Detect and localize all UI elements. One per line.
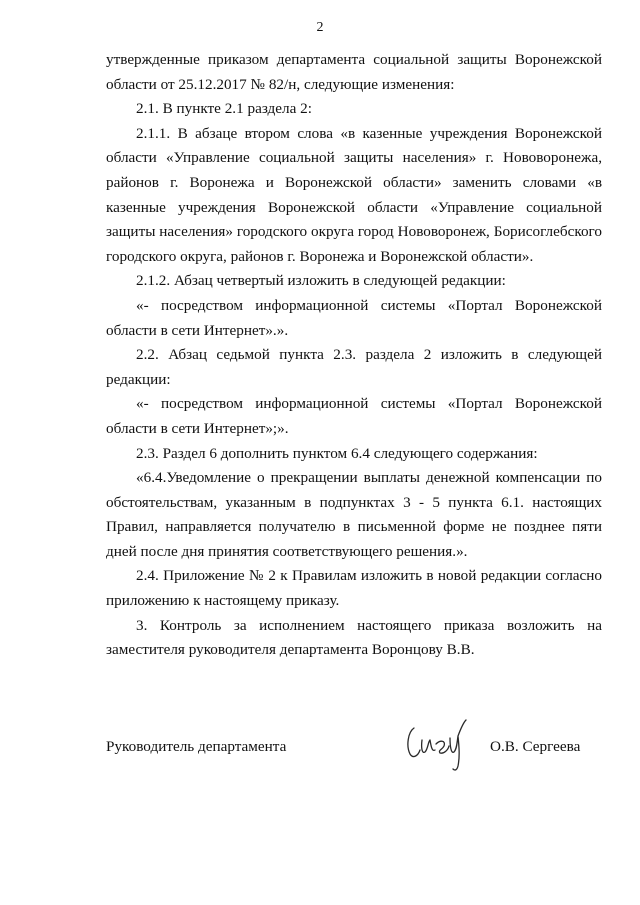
paragraph-2-1-2: 2.1.2. Абзац четвертый изложить в следующей редакции: (136, 272, 506, 290)
paragraph-6-4: «6.4.Уведомление о прекращении выплаты денежной компенсации по обстоятельствам, указанным в подпунктах 3 - 5 пункта 6.1. настоящих Правил, направляется получателю в письменной форме не позднее пяти дней после дня принятия соответствующего решения.». (106, 469, 602, 560)
signatory-title: Руководитель департамента (106, 738, 287, 755)
paragraph-2-1-1: 2.1.1. В абзаце втором слова «в казенные учреждения Воронежской области «Управление социальной защиты населения» г. Нововоронежа, районов г. Воронежа и Воронежской области» заменить словами «в казенные учреждения Воронежской области «Управление социальной защиты населения» городского округа город Нововоронеж, Борисоглебского городского округа, районов г. Воронежа и Воронежской области». (106, 124, 602, 265)
signatory-name: О.В. Сергеева (490, 738, 581, 755)
paragraph-3: 3. Контроль за исполнением настоящего приказа возложить на заместителя руководителя департамента Воронцову В.В. (106, 616, 602, 659)
paragraph-quote-1: «- посредством информационной системы «Портал Воронежской области в сети Интернет».». (106, 296, 602, 339)
handwritten-signature (400, 716, 478, 772)
paragraph-intro: утвержденные приказом департамента социальной защиты Воронежской области от 25.12.2017 № 82/н, следующие изменения: (106, 51, 602, 93)
page-number: 2 (316, 20, 324, 35)
paragraph-2-4: 2.4. Приложение № 2 к Правилам изложить в новой редакции согласно приложению к настоящему приказу. (106, 567, 602, 610)
paragraph-quote-2: «- посредством информационной системы «Портал Воронежской области в сети Интернет»;». (106, 395, 602, 437)
paragraph-2-3: 2.3. Раздел 6 дополнить пунктом 6.4 следующего содержания: (136, 444, 538, 462)
document-body (106, 48, 602, 663)
paragraph-2-2: 2.2. Абзац седьмой пункта 2.3. раздела 2 изложить в следующей редакции: (106, 346, 602, 388)
paragraph-2-1: 2.1. В пункте 2.1 раздела 2: (136, 100, 312, 118)
